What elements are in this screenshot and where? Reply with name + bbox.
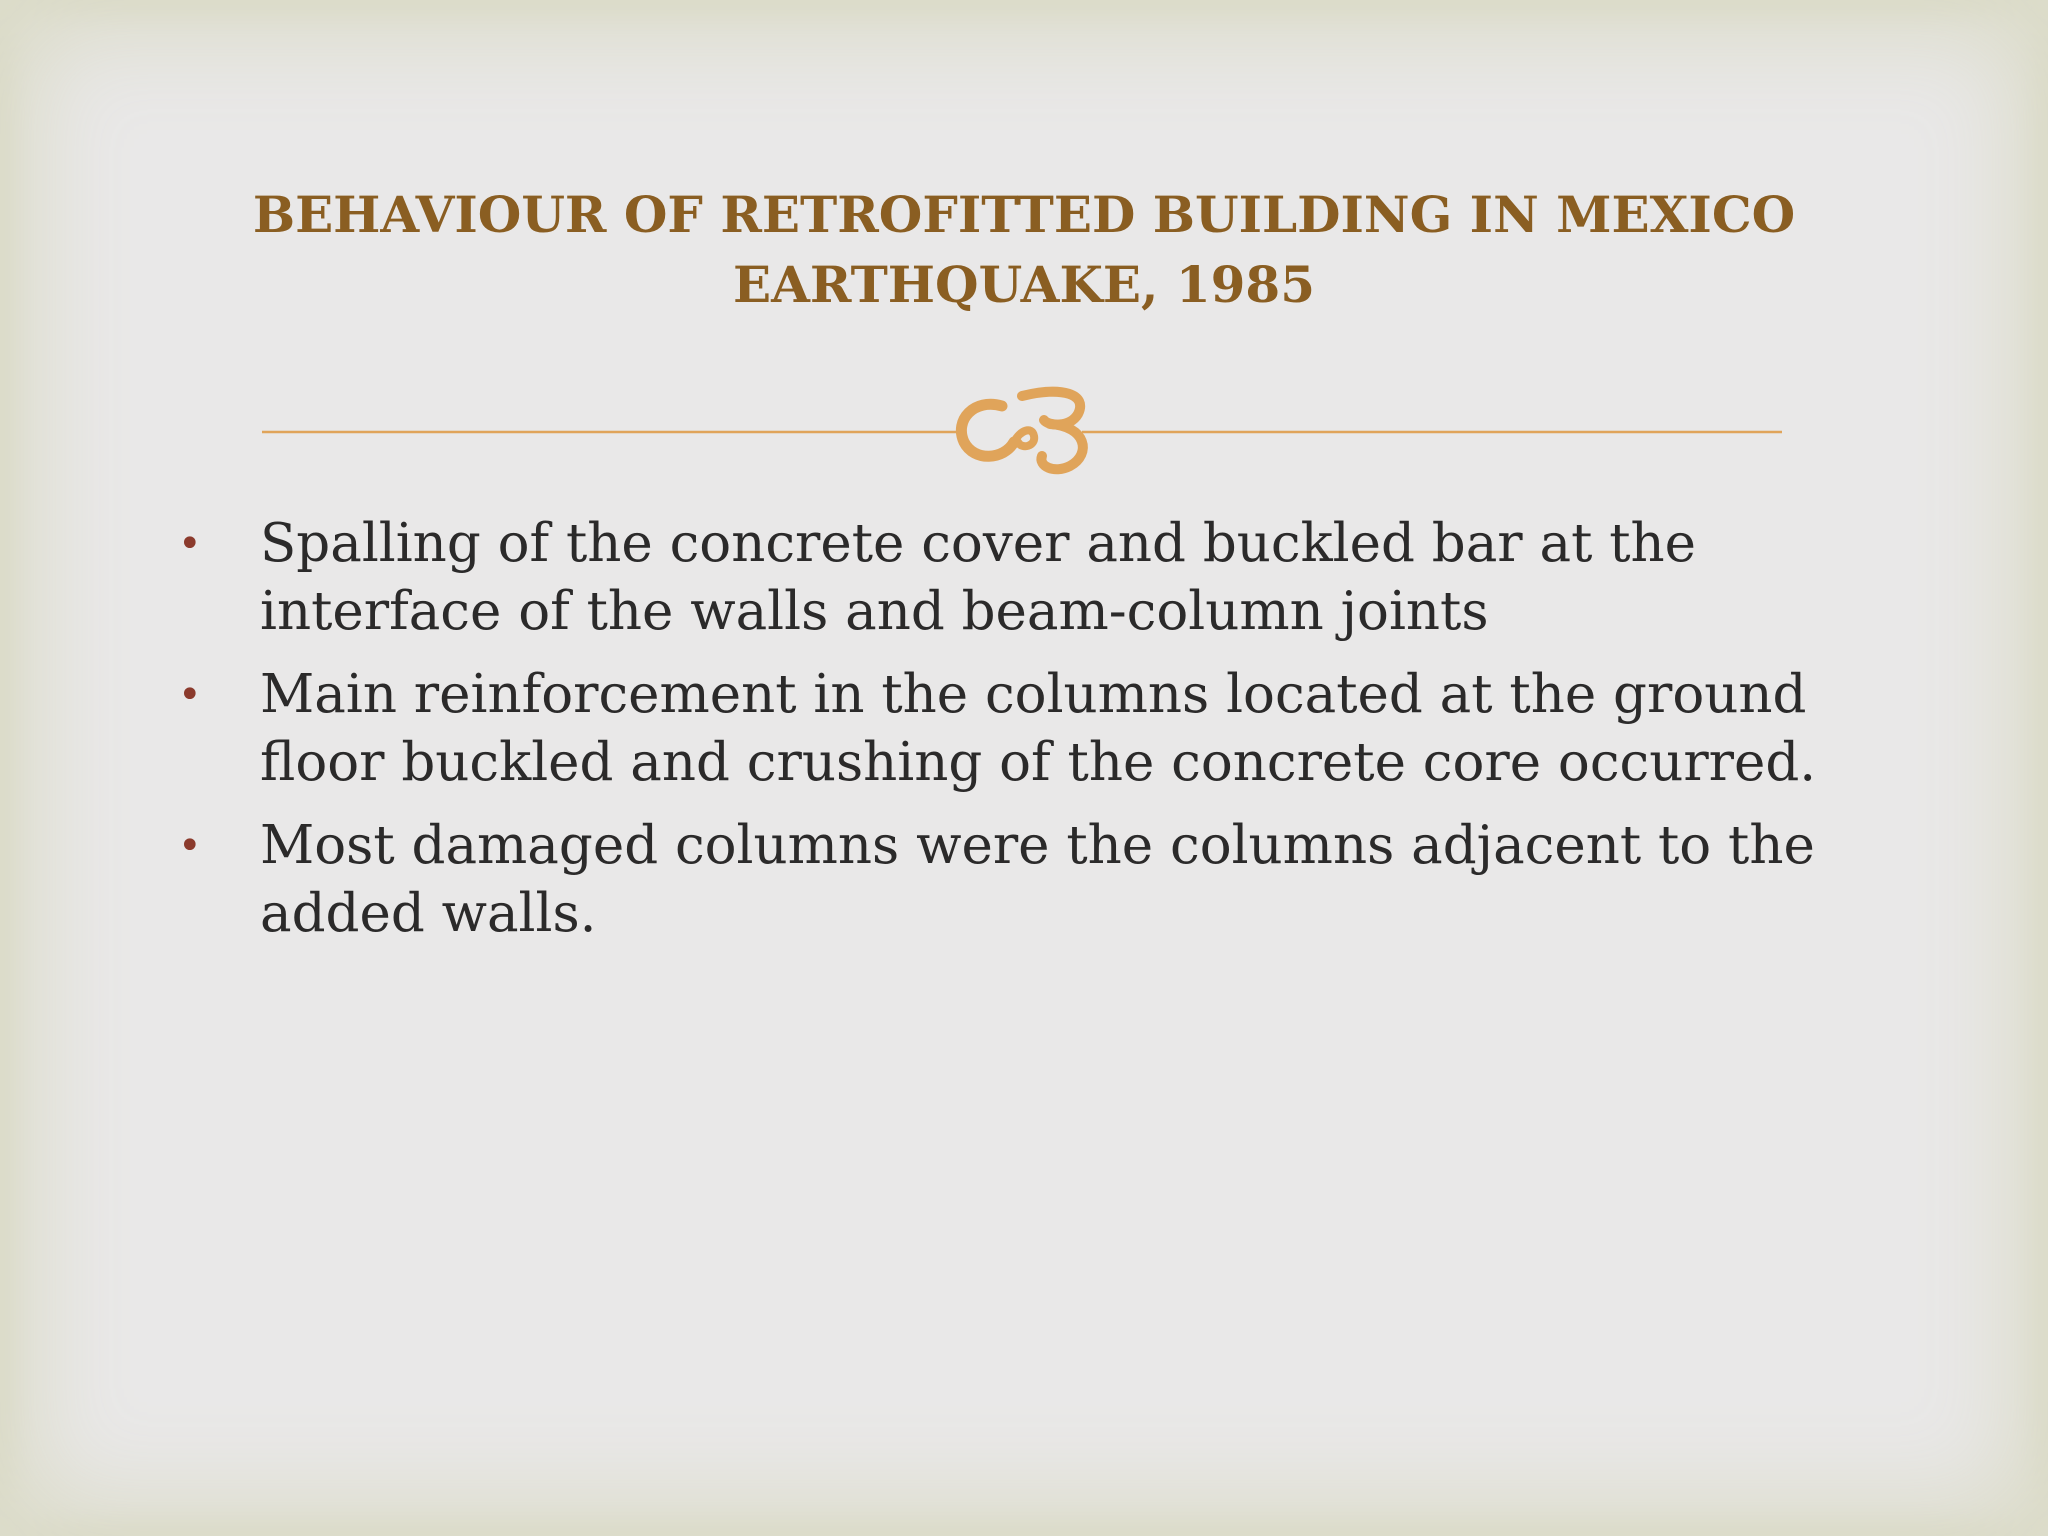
list-item — [170, 661, 1890, 797]
bullet-marker: • — [178, 672, 202, 718]
bullet-marker: • — [178, 521, 202, 567]
slide-title-line-1: BEHAVIOUR OF RETROFITTED BUILDING IN MEXICO — [252, 185, 1796, 244]
bullet-text: Main reinforcement in the columns located at the ground floor buckled and crushing of the concrete core occurred. — [260, 664, 1817, 793]
slide-title-line-2: EARTHQUAKE, 1985 — [733, 255, 1315, 314]
bullet-text: Most damaged columns were the columns adjacent to the added walls. — [260, 815, 1815, 944]
bullet-text: Spalling of the concrete cover and buckled bar at the interface of the walls and beam-column joints — [260, 513, 1697, 642]
list-item — [170, 812, 1890, 948]
slide-title — [160, 180, 1888, 320]
list-item — [170, 510, 1890, 646]
ornament-swirl-icon — [961, 392, 1082, 470]
title-divider — [262, 380, 1782, 480]
bullet-marker: • — [178, 823, 202, 869]
bullet-list — [170, 510, 1890, 963]
